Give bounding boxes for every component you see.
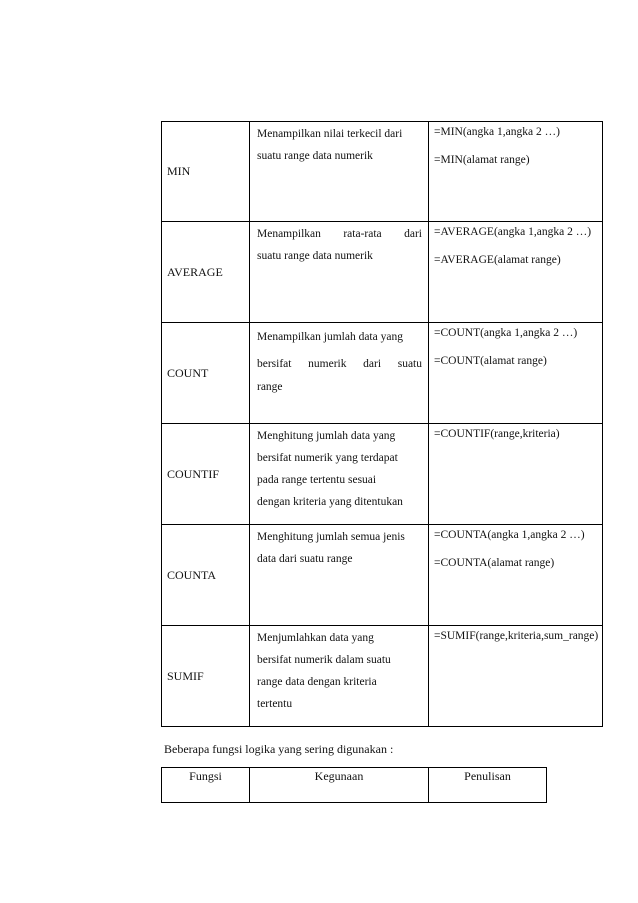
syntax-text: =COUNTA(alamat range) xyxy=(434,557,555,569)
description-line: bersifat numerik dalam suatu xyxy=(257,654,391,666)
description-line: Menampilkan rata-rata dari xyxy=(257,228,422,240)
function-name-cell xyxy=(162,122,250,222)
function-name: COUNTIF xyxy=(167,466,220,481)
syntax-cell xyxy=(429,323,603,424)
syntax-text: =COUNTA(angka 1,angka 2 …) xyxy=(434,529,585,541)
column-header-penulisan: Penulisan xyxy=(429,768,547,803)
table-row xyxy=(162,323,603,424)
function-name: MIN xyxy=(167,164,191,178)
syntax-text: =MIN(alamat range) xyxy=(434,154,530,166)
syntax-cell xyxy=(429,525,603,626)
description-line: suatu range data numerik xyxy=(257,250,373,262)
description-line: Menampilkan nilai terkecil dari xyxy=(257,128,403,140)
function-name-cell xyxy=(162,323,250,424)
table-row xyxy=(162,525,603,626)
description-line: Menghitung jumlah data yang xyxy=(257,430,396,442)
description-cell xyxy=(250,626,429,727)
logic-functions-table xyxy=(161,767,547,803)
column-header-fungsi: Fungsi xyxy=(162,768,250,803)
table-row xyxy=(162,122,603,222)
column-header-kegunaan: Kegunaan xyxy=(250,768,429,803)
syntax-text: =SUMIF(range,kriteria,sum_range) xyxy=(434,630,599,642)
syntax-text: =COUNT(angka 1,angka 2 …) xyxy=(434,327,578,339)
description-line: range xyxy=(257,381,283,393)
function-name: COUNTA xyxy=(167,567,217,582)
description-cell xyxy=(250,222,429,323)
function-name: SUMIF xyxy=(167,668,204,683)
description-line: Menjumlahkan data yang xyxy=(257,632,374,644)
syntax-text: =AVERAGE(alamat range) xyxy=(434,254,561,266)
description-line: suatu range data numerik xyxy=(257,150,373,162)
function-name: AVERAGE xyxy=(167,264,223,279)
function-name-cell xyxy=(162,525,250,626)
description-cell xyxy=(250,122,429,222)
description-cell xyxy=(250,323,429,424)
description-line: data dari suatu range xyxy=(257,553,353,565)
description-cell xyxy=(250,424,429,525)
syntax-text: =COUNTIF(range,kriteria) xyxy=(434,428,560,440)
table-row xyxy=(162,626,603,727)
description-line: Menghitung jumlah semua jenis xyxy=(257,531,405,543)
syntax-cell xyxy=(429,424,603,525)
table-row xyxy=(162,222,603,323)
table-row xyxy=(162,424,603,525)
functions-table xyxy=(161,121,603,727)
description-line: range data dengan kriteria xyxy=(257,676,377,688)
section-caption: Beberapa fungsi logika yang sering digunakan : xyxy=(164,742,394,756)
description-cell xyxy=(250,525,429,626)
description-line: bersifat numerik yang terdapat xyxy=(257,452,398,464)
description-line: pada range tertentu sesuai xyxy=(257,474,377,486)
function-name-cell xyxy=(162,626,250,727)
syntax-cell xyxy=(429,122,603,222)
syntax-text: =MIN(angka 1,angka 2 …) xyxy=(434,126,560,138)
syntax-text: =AVERAGE(angka 1,angka 2 …) xyxy=(434,226,592,238)
syntax-text: =COUNT(alamat range) xyxy=(434,355,547,367)
function-name-cell xyxy=(162,222,250,323)
function-name: COUNT xyxy=(167,365,209,380)
description-line: bersifat numerik dari suatu xyxy=(257,358,422,370)
description-line: Menampilkan jumlah data yang xyxy=(257,331,403,343)
table-header-row xyxy=(162,768,547,803)
function-name-cell xyxy=(162,424,250,525)
syntax-cell xyxy=(429,626,603,727)
description-line: dengan kriteria yang ditentukan xyxy=(257,496,403,508)
syntax-cell xyxy=(429,222,603,323)
description-line: tertentu xyxy=(257,698,293,710)
